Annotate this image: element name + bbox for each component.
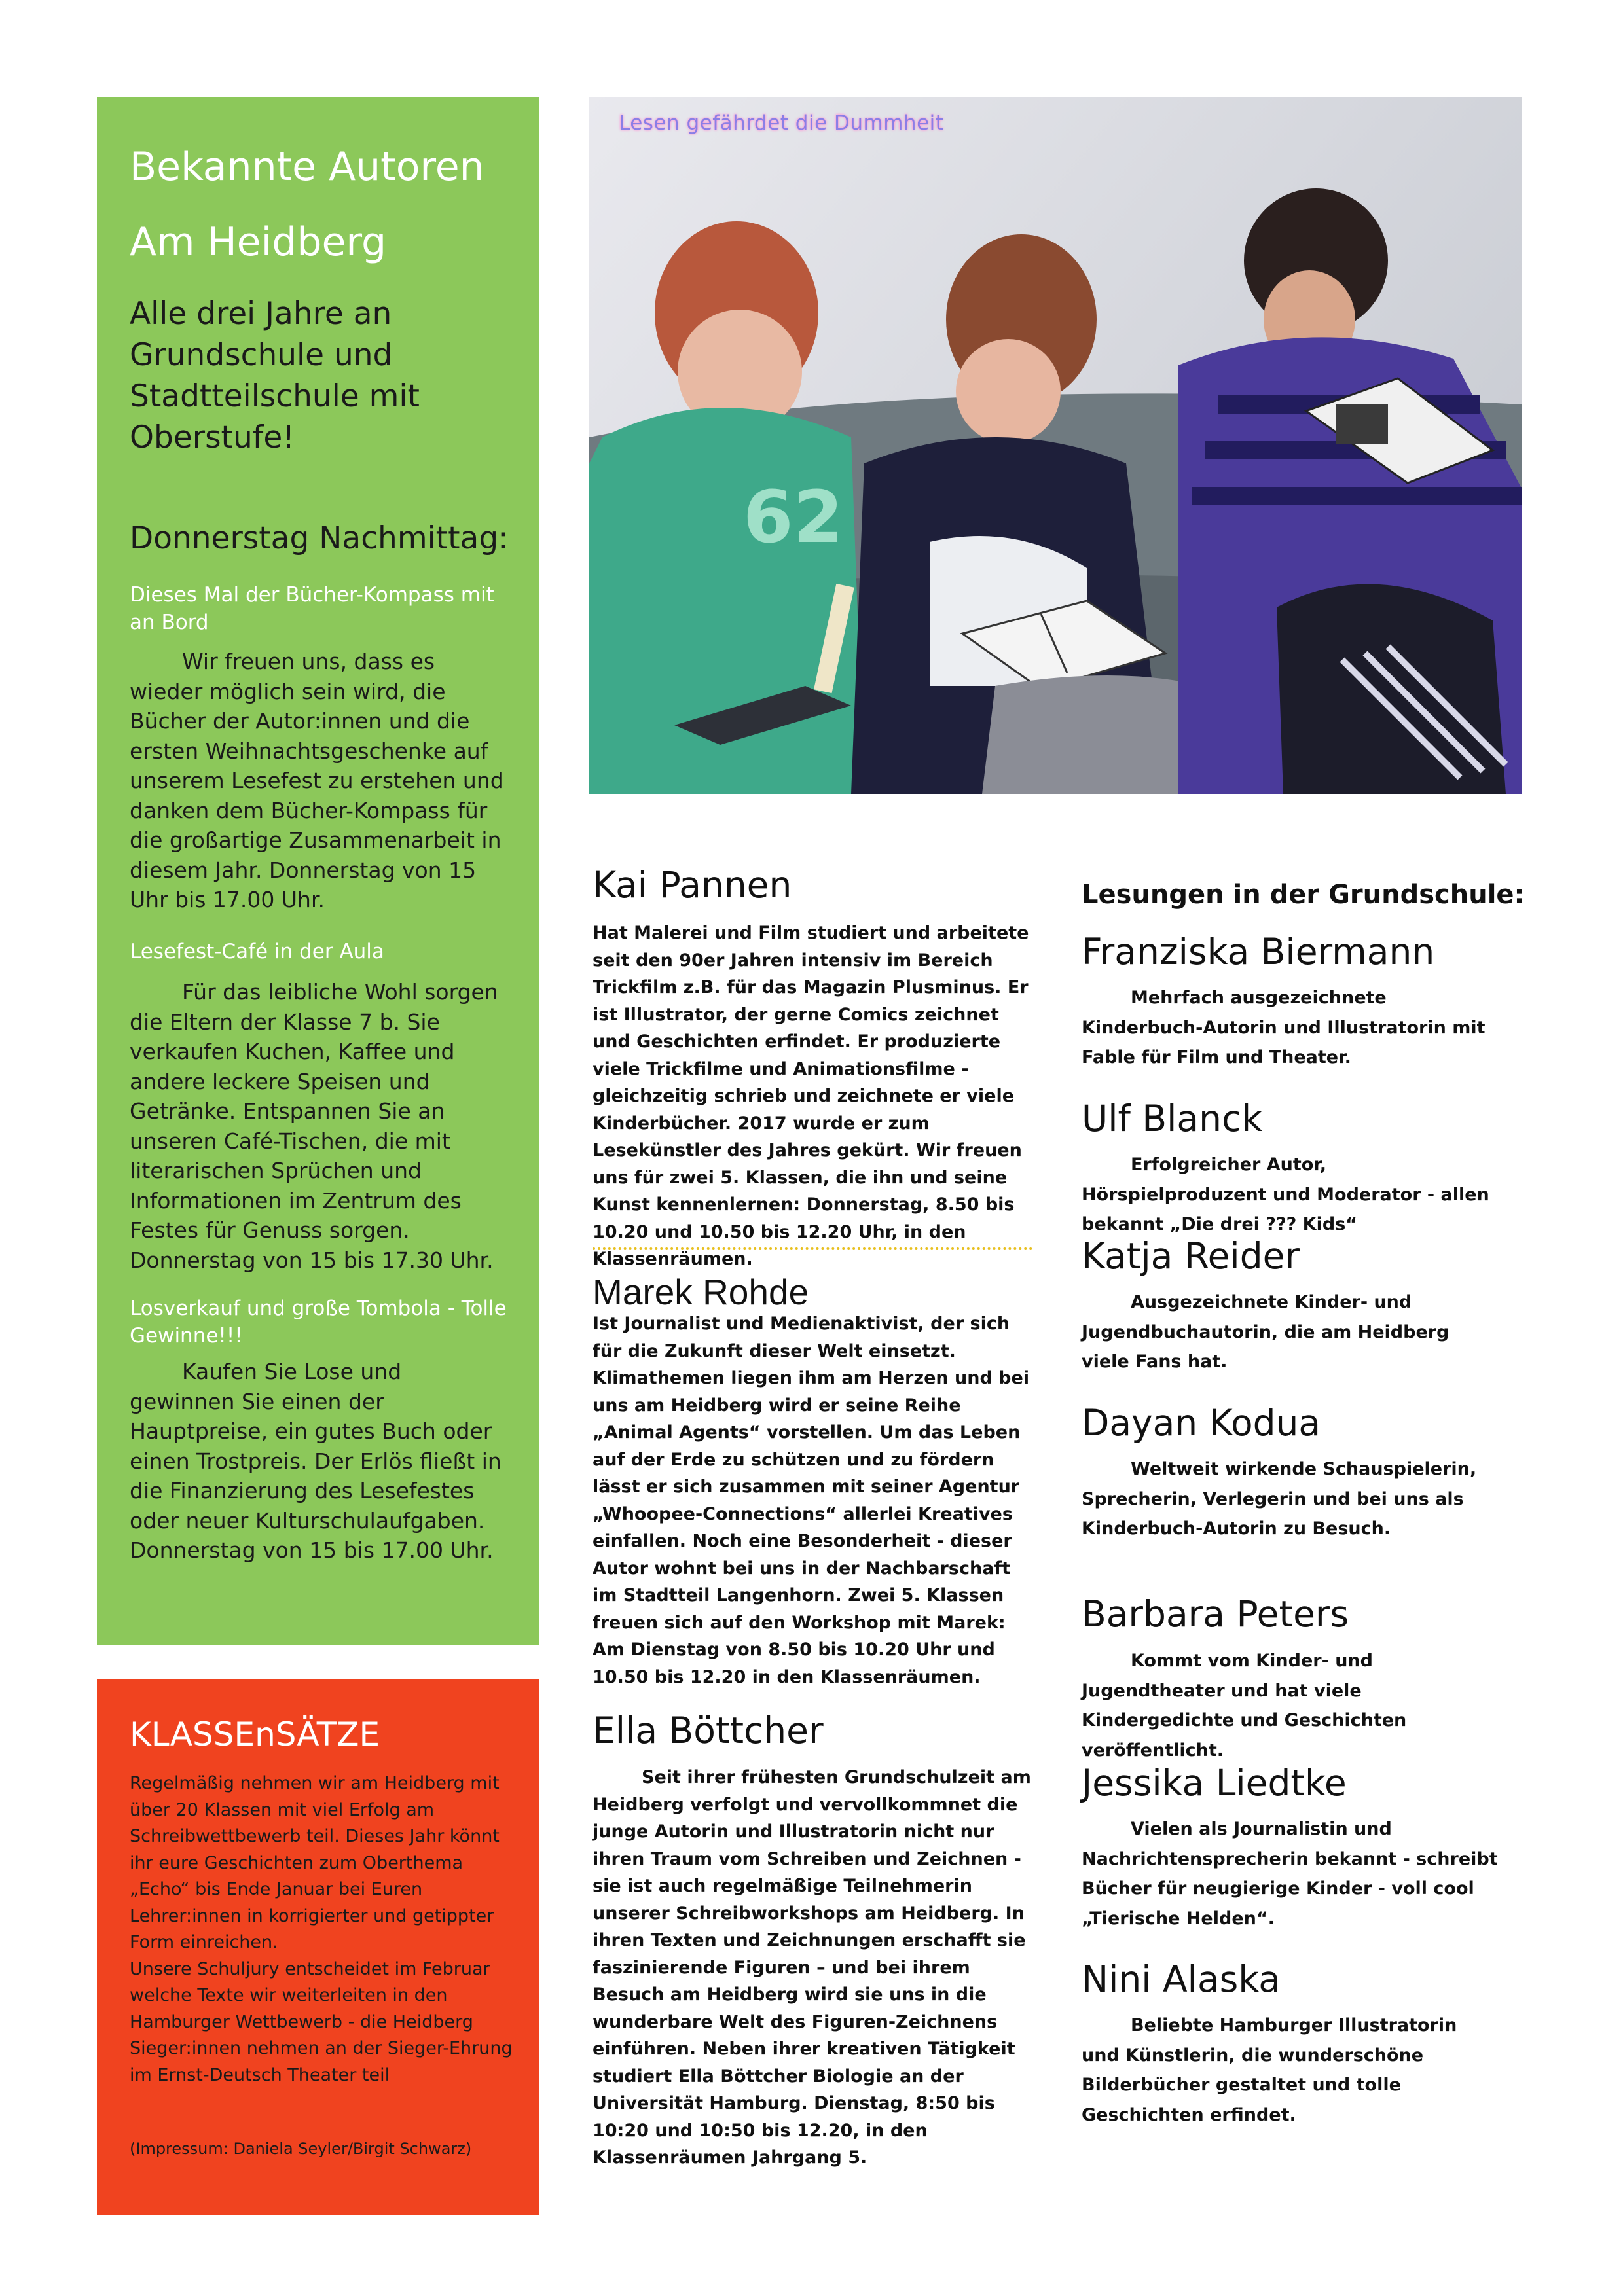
section-heading: Donnerstag Nachmittag:: [130, 520, 509, 556]
section-divider: [593, 1247, 1032, 1250]
photo-caption: Lesen gefährdet die Dummheit: [619, 111, 944, 135]
readings-heading: Lesungen in der Grundschule:: [1082, 880, 1525, 910]
cafe-text: Für das leibliche Wohl sorgen die Eltern der Klasse 7 b. Sie verkaufen Kuchen, Kaffee und andere leckere Speisen und Getränke. Entspannen Sie an unseren Café-Tischen, die mit literarischen Sprüchen und Informationen im Zentrum des Festes für Genuss sorgen. Donnerstag von 15 bis 17.30 Uhr.: [130, 979, 498, 1273]
author-name-kai: Kai Pannen: [593, 864, 792, 906]
author-text-kodua: Weltweit wirkende Schauspielerin, Sprecherin, Verlegerin und bei uns als Kinderbuch-Autorin zu Besuch.: [1082, 1459, 1477, 1539]
author-name-marek: Marek Rohde: [593, 1272, 809, 1312]
box-subtitle: Alle drei Jahre an Grundschule und Stadtteilschule mit Oberstufe!: [130, 296, 420, 456]
svg-text:62: 62: [743, 475, 844, 559]
author-name-reider: Katja Reider: [1082, 1235, 1300, 1277]
author-text-blanck: Erfolgreicher Autor, Hörspielproduzent und Moderator - allen bekannt „Die drei ??? Kids“: [1082, 1155, 1489, 1234]
author-name-liedtke: Jessika Liedtke: [1082, 1762, 1347, 1804]
cafe-label: Lesefest-Café in der Aula: [130, 940, 384, 963]
author-name-ella: Ella Böttcher: [593, 1710, 824, 1751]
author-name-alaska: Nini Alaska: [1082, 1958, 1281, 2000]
klassensaetze-box: [97, 1679, 539, 2215]
bookshop-text: Wir freuen uns, dass es wieder möglich sein wird, die Bücher der Autor:innen und die ersten Weihnachtsgeschenke auf unserem Lesefest zu erstehen und danken dem Bücher-Kompass für die großartige Zusammenarbeit in diesem Jahr. Donnerstag von 15 Uhr bis 17.00 Uhr.: [130, 649, 504, 912]
author-text-ella: Seit ihrer frühesten Grundschulzeit am Heidberg verfolgt und vervollkommnet die junge Autorin und Illustratorin nicht nur ihren Traum vom Schreiben und Zeichnen - sie ist auch regelmäßige Teilnehmerin unserer Schreibworkshops am Heidberg. In ihren Texten und Zeichnungen erschafft sie faszinierende Figuren – und bei ihrem Besuch am Heidberg wird sie uns in die wunderbare Welt des Figuren-Zeichnens einführen. Neben ihrer kreativen Tätigkeit studiert Ella Böttcher Biologie an der Universität Hamburg. Dienstag, 8:50 bis 10:20 und 10:50 bis 12.20, in den Klassenräumen Jahrgang 5.: [593, 1767, 1031, 2168]
author-name-kodua: Dayan Kodua: [1082, 1402, 1321, 1444]
title-line-1: Bekannte Autoren: [130, 144, 484, 190]
author-text-reider: Ausgezeichnete Kinder- und Jugendbuchautorin, die am Heidberg viele Fans hat.: [1082, 1292, 1450, 1372]
author-text-peters: Kommt vom Kinder- und Jugendtheater und hat viele Kindergedichte und Geschichten veröffentlicht.: [1082, 1651, 1407, 1761]
event-info-box: [97, 97, 539, 1645]
klassensaetze-text: Regelmäßig nehmen wir am Heidberg mit über 20 Klassen mit viel Erfolg am Schreibwettbewerb teil. Dieses Jahr könnt ihr eure Geschichten zum Oberthema „Echo“ bis Ende Januar bei Euren Lehrer:innen in korrigierter und getippter Form einreichen. Unsere Schuljury entscheidet im Februar welche Texte wir weiterleiten in den Hamburger Wettbewerb - die Heidberg Sieger:innen nehmen an der Sieger-Ehrung im Ernst-Deutsch Theater teil: [130, 1773, 513, 2085]
box-title: [130, 130, 522, 280]
author-name-blanck: Ulf Blanck: [1082, 1098, 1263, 1139]
tombola-label: Losverkauf und große Tombola - Tolle Gewinne!!!: [130, 1297, 507, 1348]
author-text-kai: Hat Malerei und Film studiert und arbeitete seit den 90er Jahren intensiv im Bereich Trickfilm z.B. für das Magazin Plusminus. Er ist Illustrator, der gerne Comics zeichnet und Geschichten erfindet. Er produzierte viele Trickfilme und Animationsfilme - gleichzeitig schrieb und zeichnete er viele Kinderbücher. 2017 wurde er zum Lesekünstler des Jahres gekürt. Wir freuen uns für zwei 5. Klassen, die ihn und seine Kunst kennenlernen: Donnerstag, 8.50 bis 10.20 und 10.50 bis 12.20 Uhr, in den Klassenräumen.: [593, 923, 1029, 1269]
author-text-alaska: Beliebte Hamburger Illustratorin und Künstlerin, die wunderschöne Bilderbücher gestaltet und tolle Geschichten erfindet.: [1082, 2015, 1457, 2125]
author-name-peters: Barbara Peters: [1082, 1593, 1349, 1635]
photo-illustration: [589, 97, 1522, 794]
klassensaetze-title: KLASSEnSÄTZE: [130, 1715, 380, 1753]
author-text-liedtke: Vielen als Journalistin und Nachrichtensprecherin bekannt - schreibt Bücher für neugierige Kinder - voll cool „Tierische Helden“.: [1082, 1819, 1498, 1929]
author-text-marek: Ist Journalist und Medienaktivist, der sich für die Zukunft dieser Welt einsetzt. Klimathemen liegen ihm am Herzen und bei uns am Heidberg wird er seine Reihe „Animal Agents“ vorstellen. Um das Leben auf der Erde zu schützen und zu fördern lässt er sich zusammen mit seiner Agentur „Whoopee-Connections“ allerlei Kreatives einfallen. Noch eine Besonderheit - dieser Autor wohnt bei uns in der Nachbarschaft im Stadtteil Langenhorn. Zwei 5. Klassen freuen sich auf den Workshop mit Marek: Am Dienstag von 8.50 bis 10.20 Uhr und 10.50 bis 12.20 in den Klassenräumen.: [593, 1314, 1030, 1687]
author-name-biermann: Franziska Biermann: [1082, 931, 1435, 973]
tombola-text: Kaufen Sie Lose und gewinnen Sie einen der Hauptpreise, ein gutes Buch oder einen Trostpreis. Der Erlös fließt in die Finanzierung des Lesefestes oder neuer Kulturschulaufgaben. Donnerstag von 15 bis 17.00 Uhr.: [130, 1359, 501, 1563]
title-line-2: Am Heidberg: [130, 219, 387, 265]
bookshop-label: Dieses Mal der Bücher-Kompass mit an Bord: [130, 583, 494, 634]
impressum: (Impressum: Daniela Seyler/Birgit Schwarz): [130, 2140, 472, 2158]
author-text-biermann: Mehrfach ausgezeichnete Kinderbuch-Autorin und Illustratorin mit Fable für Film und Theater.: [1082, 988, 1486, 1067]
reading-kids-photo: [589, 97, 1522, 794]
